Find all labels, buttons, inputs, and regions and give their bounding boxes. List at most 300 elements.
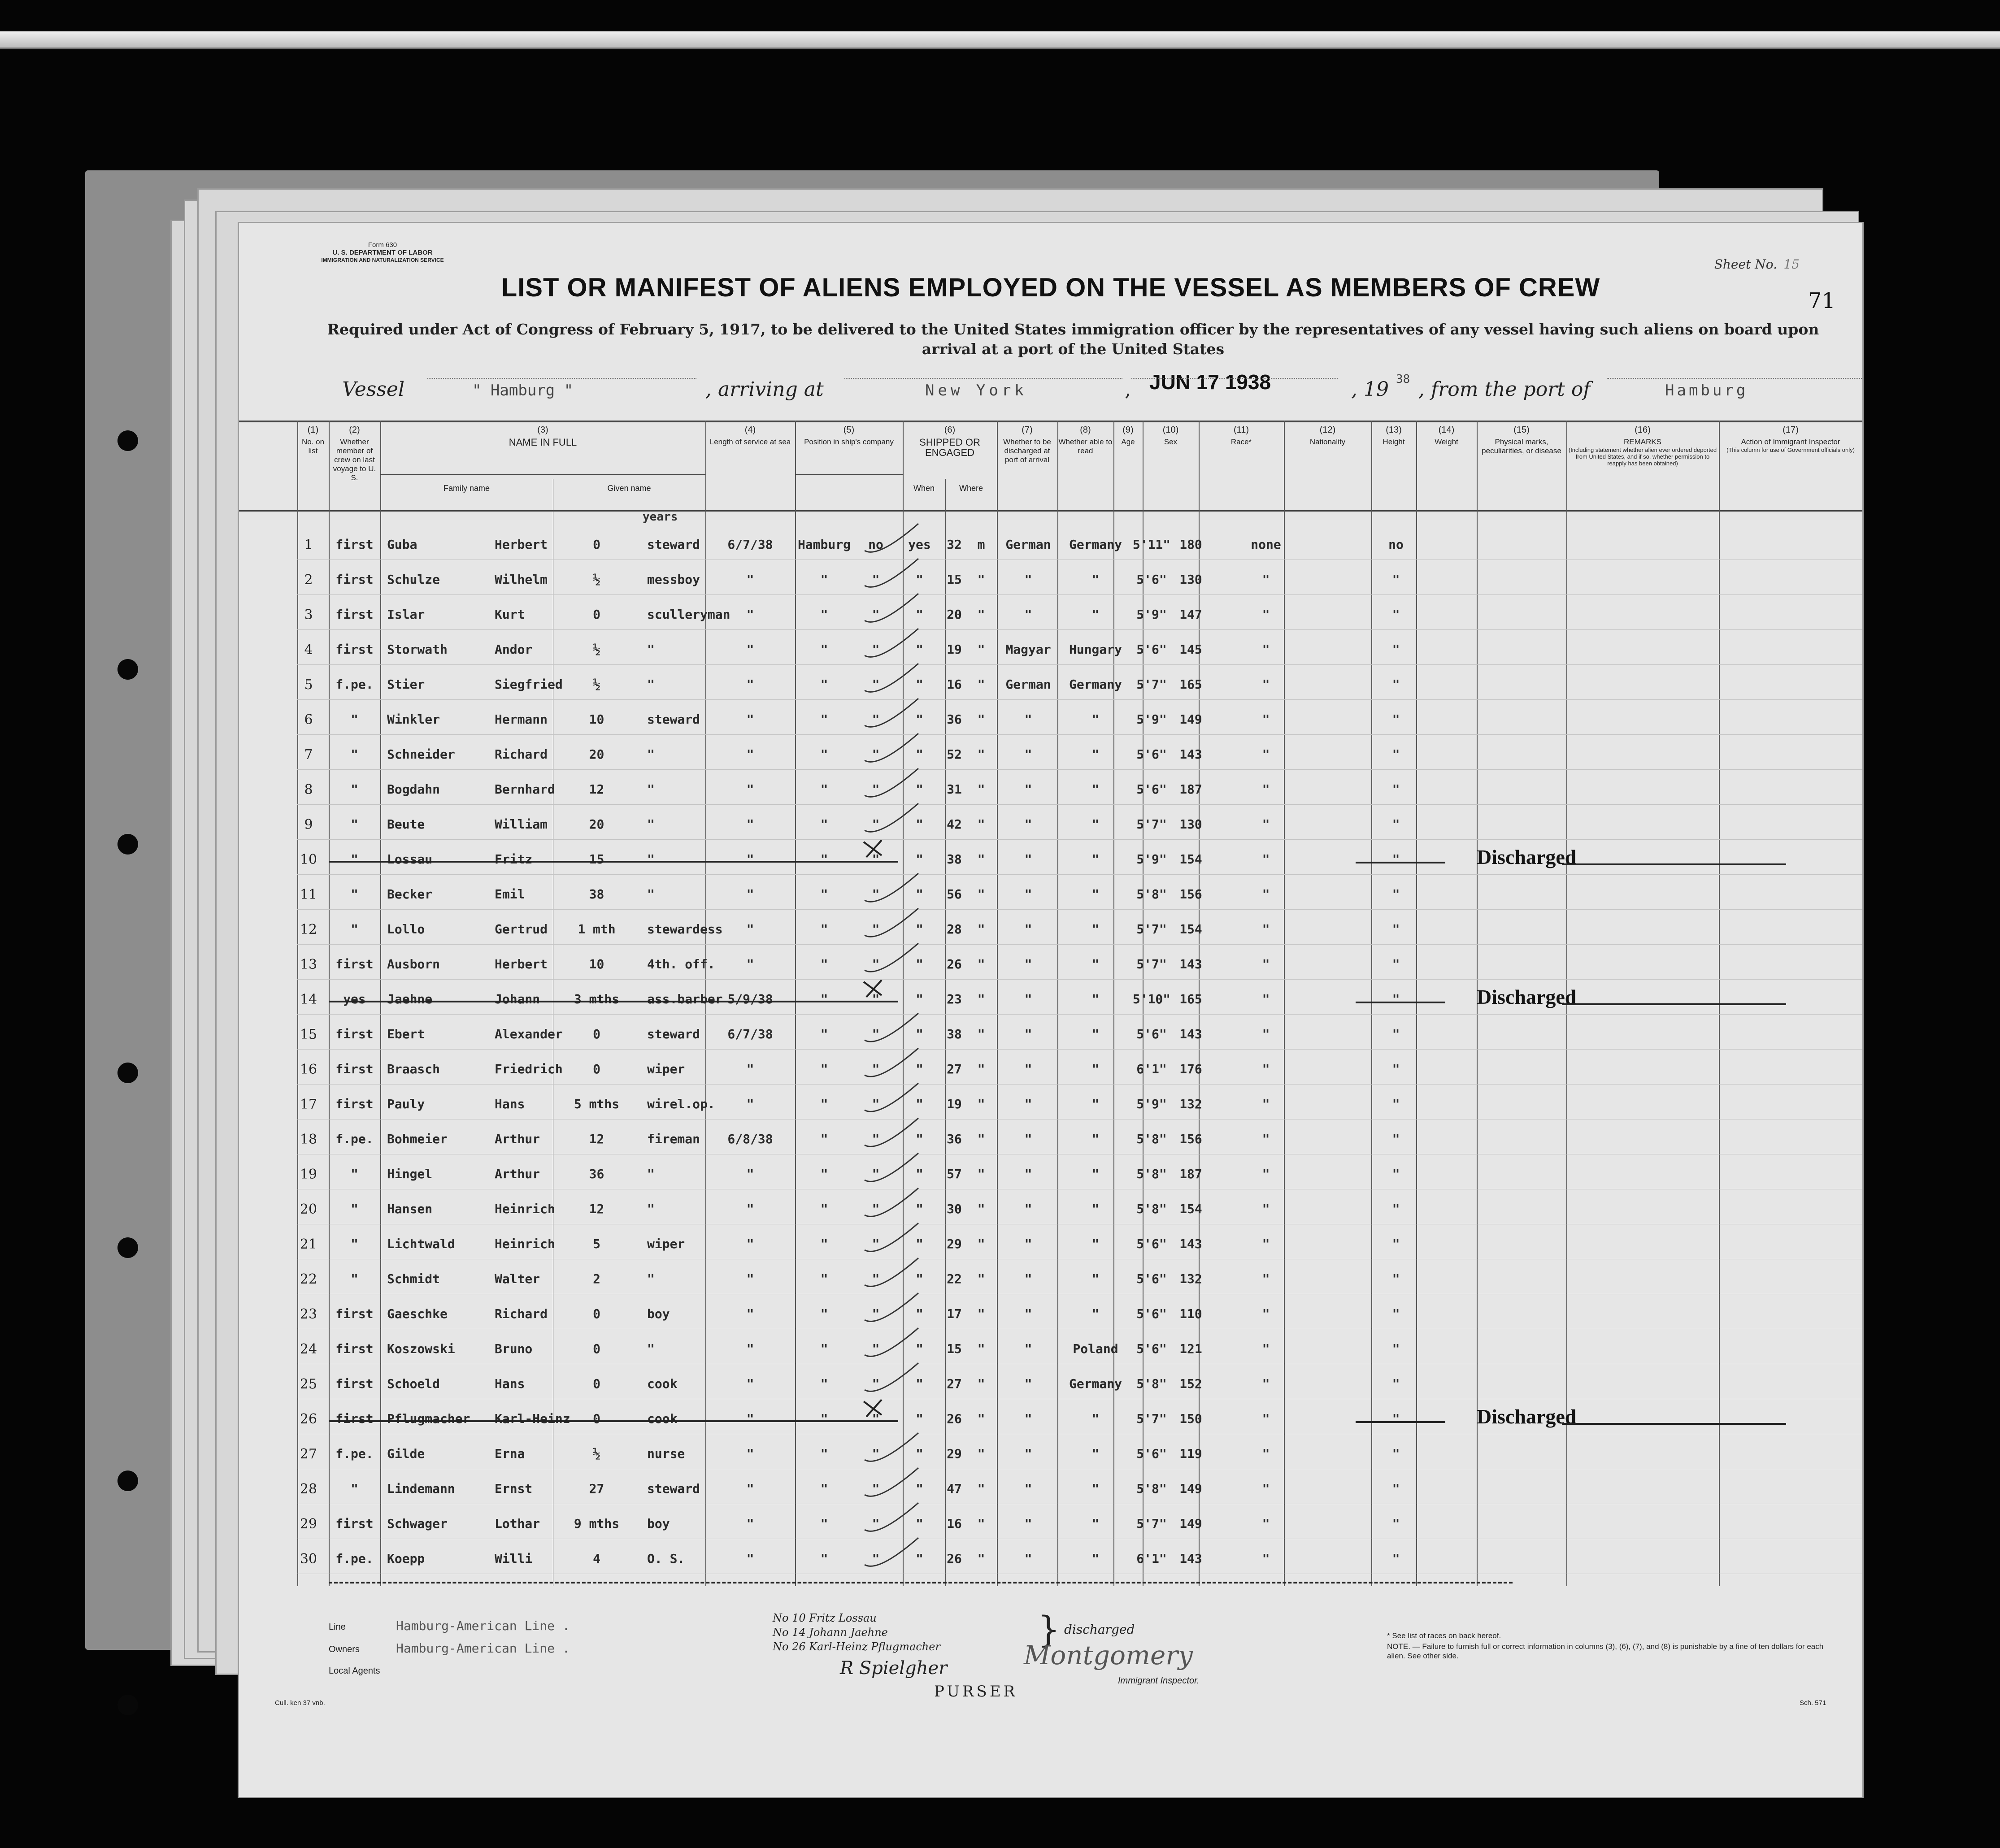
cell-weight: 176 (1179, 1062, 1202, 1076)
cell-where: " (820, 1167, 828, 1181)
page-number: 71 (1808, 288, 1835, 313)
cell-race: " (1024, 957, 1032, 972)
cell-prev: first (335, 1306, 374, 1321)
cell-family: Ausborn (387, 957, 440, 972)
column-note: (Including statement whether alien ever ordered deported from United States, and if so, whether permission to reapply has been obtained) (1568, 447, 1717, 467)
cell-remarks: " (1392, 1341, 1400, 1356)
column-label: Position in ship's company (804, 438, 894, 446)
cell-weight: 132 (1179, 1271, 1202, 1286)
cell-race: " (1024, 712, 1032, 727)
service: IMMIGRATION AND NATURALIZATION SERVICE (321, 257, 444, 263)
column-header (997, 425, 1057, 464)
cell-nat: " (1091, 1167, 1100, 1181)
tick-mark (860, 589, 923, 629)
cell-read: yes (908, 537, 931, 552)
cell-service: 12 (589, 1202, 604, 1216)
cell-no: 1 (304, 537, 313, 553)
cell-nat: " (1091, 852, 1100, 867)
cell-service: 27 (589, 1481, 604, 1496)
cell-family: Bogdahn (387, 782, 440, 797)
cell-sex: " (977, 1411, 985, 1426)
column-number: (5) (843, 425, 855, 435)
subcolumn-header: Where (959, 484, 983, 493)
cell-nat: " (1091, 572, 1100, 587)
cell-read: " (916, 817, 923, 832)
cell-age: 38 (947, 1027, 962, 1041)
cell-service: ½ (593, 677, 600, 692)
cell-where: " (820, 1551, 828, 1566)
cell-family: Lindemann (387, 1481, 455, 1496)
cell-race: German (1005, 537, 1051, 552)
cell-family: Beute (387, 817, 425, 832)
manifest-footer (239, 1604, 1862, 1707)
cell-given: Friedrich (495, 1062, 563, 1076)
cell-weight: 187 (1179, 1167, 1202, 1181)
cell-service: 0 (593, 1341, 600, 1356)
cell-given: William (495, 817, 548, 832)
tick-mark (860, 1533, 923, 1574)
cell-read: " (916, 1411, 923, 1426)
owners-label: Owners (329, 1644, 360, 1654)
cell-where: " (820, 747, 828, 762)
cell-given: Heinrich (495, 1202, 555, 1216)
cell-height: 5'7" (1136, 1516, 1167, 1531)
cell-family: Gaeschke (387, 1306, 448, 1321)
cell-action: Discharged (1477, 985, 1577, 1008)
purser-title: PURSER (934, 1683, 1018, 1701)
subheader-rule (795, 474, 903, 475)
cell-service: 10 (589, 957, 604, 972)
cell-sex: " (977, 1062, 985, 1076)
cell-where: " (820, 1341, 828, 1356)
cell-disch: " (872, 642, 880, 657)
cell-prev: " (351, 852, 358, 867)
cell-given: Arthur (495, 1167, 540, 1181)
cell-disch: " (872, 1167, 880, 1181)
cell-when: " (746, 887, 754, 902)
column-number: (11) (1233, 425, 1249, 435)
cell-disch: " (872, 1376, 880, 1391)
cell-height: 5'6" (1136, 747, 1167, 762)
check-mark (860, 974, 887, 1002)
cell-remarks: " (1392, 1027, 1400, 1041)
cell-read: " (916, 1446, 923, 1461)
cell-read: " (916, 712, 923, 727)
check-mark (860, 1533, 923, 1575)
column-number: (8) (1080, 425, 1091, 435)
cell-no: 11 (300, 887, 317, 902)
cell-service: 15 (589, 852, 604, 867)
tick-mark (860, 939, 923, 979)
cell-prev: first (335, 1341, 374, 1356)
cell-disch: " (872, 782, 880, 797)
top-film-edge (0, 31, 2000, 49)
date-stamp: JUN 17 1938 (1149, 370, 1271, 394)
cell-race: " (1024, 1167, 1032, 1181)
cell-remarks: " (1392, 1062, 1400, 1076)
cell-race: " (1024, 852, 1032, 867)
inspector-label: Immigrant Inspector. (1118, 1676, 1200, 1686)
cell-age: 42 (947, 817, 962, 832)
column-label: No. on list (301, 438, 325, 455)
column-header (1284, 425, 1371, 447)
cell-when: 5/9/38 (727, 992, 773, 1006)
cell-age: 22 (947, 1271, 962, 1286)
cell-weight: 130 (1179, 817, 1202, 832)
cell-no: 14 (300, 992, 317, 1007)
cell-weight: 180 (1179, 537, 1202, 552)
cell-marks: " (1262, 1341, 1270, 1356)
cell-no: 22 (300, 1271, 317, 1287)
cell-marks: " (1262, 677, 1270, 692)
cell-weight: 165 (1179, 677, 1202, 692)
punch-hole (117, 1237, 138, 1258)
cell-nat: " (1091, 607, 1100, 622)
tick-mark (860, 1323, 923, 1364)
footnote-note: NOTE. — Failure to furnish full or correct information in columns (3), (6), (7), and (8) is punishable by a fine of ten dollars for each alien. See other side. (1387, 1642, 1824, 1660)
cell-given: Alexander (495, 1027, 563, 1041)
cell-prev: f.pe. (335, 1132, 374, 1146)
cell-given: Hermann (495, 712, 548, 727)
cell-position: " (647, 747, 655, 762)
cell-read: " (916, 1202, 923, 1216)
cell-when: " (746, 1411, 754, 1426)
cell-when: " (746, 922, 754, 937)
cell-sex: " (977, 607, 985, 622)
cell-position: " (647, 887, 655, 902)
manifest-page (238, 222, 1864, 1798)
cell-height: 5'6" (1136, 1306, 1167, 1321)
column-number: (15) (1513, 425, 1530, 435)
tick-mark (860, 1044, 923, 1084)
cell-race: " (1024, 782, 1032, 797)
cell-when: " (746, 747, 754, 762)
row-rule (297, 769, 1862, 770)
cell-position: " (647, 1202, 655, 1216)
cell-height: 5'8" (1136, 1202, 1167, 1216)
cell-remarks: " (1392, 572, 1400, 587)
cell-remarks: " (1392, 1376, 1400, 1391)
cell-position: " (647, 782, 655, 797)
cell-no: 8 (304, 782, 313, 798)
cell-weight: 130 (1179, 572, 1202, 587)
cell-remarks: " (1392, 992, 1400, 1006)
cell-race: " (1024, 572, 1032, 587)
cell-remarks: " (1392, 1132, 1400, 1146)
cell-position: O. S. (647, 1551, 685, 1566)
cell-given: Richard (495, 1306, 548, 1321)
cell-service: 4 (593, 1551, 600, 1566)
row-rule (297, 734, 1862, 735)
cell-nat: " (1091, 817, 1100, 832)
cell-race: " (1024, 992, 1032, 1006)
cell-weight: 149 (1179, 712, 1202, 727)
cell-when: " (746, 677, 754, 692)
cell-read: " (916, 1271, 923, 1286)
cell-service: 0 (593, 1376, 600, 1391)
cell-height: 5'8" (1136, 887, 1167, 902)
cell-read: " (916, 1062, 923, 1076)
cell-nat: " (1091, 1551, 1100, 1566)
cell-when: " (746, 1516, 754, 1531)
cross-mark (860, 974, 887, 1001)
tick-mark (860, 1428, 923, 1469)
cell-nat: " (1091, 1481, 1100, 1496)
cell-service: 1 mth (578, 922, 616, 937)
cell-height: 5'8" (1136, 1167, 1167, 1181)
cell-action: Discharged (1477, 846, 1577, 868)
cell-position: sculleryman (647, 607, 730, 622)
cell-position: steward (647, 537, 700, 552)
cell-nat: " (1091, 992, 1100, 1006)
column-label: Physical marks, peculiarities, or disease (1482, 438, 1561, 455)
cell-service: 0 (593, 1306, 600, 1321)
cell-service: 12 (589, 782, 604, 797)
cell-where: " (820, 1132, 828, 1146)
cell-weight: 165 (1179, 992, 1202, 1006)
cell-race: " (1024, 1481, 1032, 1496)
column-number: (16) (1635, 425, 1651, 435)
cell-age: 29 (947, 1446, 962, 1461)
cell-when: " (746, 1167, 754, 1181)
cell-service: 3 mths (574, 992, 620, 1006)
cell-disch: " (872, 1132, 880, 1146)
cell-family: Pauly (387, 1097, 425, 1111)
column-header (1199, 425, 1284, 447)
punch-hole (117, 1471, 138, 1491)
column-number: (13) (1386, 425, 1402, 435)
department: U. S. DEPARTMENT OF LABOR (332, 249, 433, 256)
cell-position: steward (647, 1481, 700, 1496)
cell-nat: " (1091, 712, 1100, 727)
column-label: Nationality (1309, 438, 1346, 446)
cell-remarks: " (1392, 1097, 1400, 1111)
cell-no: 30 (300, 1551, 317, 1567)
cell-read: " (916, 852, 923, 867)
cell-height: 5'7" (1136, 922, 1167, 937)
cell-race: German (1005, 677, 1051, 692)
cell-weight: 154 (1179, 1202, 1202, 1216)
schedule-code: Sch. 571 (1800, 1699, 1826, 1707)
cell-weight: 152 (1179, 1376, 1202, 1391)
tick-mark (860, 1358, 923, 1399)
from-port: Hamburg (1665, 382, 1748, 399)
cell-nat: " (1091, 1446, 1100, 1461)
cell-no: 19 (300, 1167, 317, 1182)
cell-remarks: " (1392, 1236, 1400, 1251)
column-number: (2) (349, 425, 360, 435)
check-mark (860, 834, 887, 863)
years-label: years (643, 510, 678, 524)
cell-age: 57 (947, 1167, 962, 1181)
cell-read: " (916, 572, 923, 587)
cell-where: " (820, 1062, 828, 1076)
cell-where: " (820, 712, 828, 727)
column-number: (12) (1319, 425, 1336, 435)
cell-family: Pflugmacher (387, 1411, 470, 1426)
closing-rule (329, 1582, 1513, 1583)
cell-disch: " (872, 1062, 880, 1076)
cell-read: " (916, 1306, 923, 1321)
row-rule (297, 944, 1862, 945)
column-header (1143, 425, 1199, 447)
cell-remarks: " (1392, 782, 1400, 797)
cell-disch: " (872, 1516, 880, 1531)
cell-read: " (916, 677, 923, 692)
cell-read: " (916, 642, 923, 657)
cell-marks: " (1262, 1132, 1270, 1146)
inspector-signature: Montgomery (1024, 1640, 1193, 1670)
cell-race: " (1024, 887, 1032, 902)
cell-when: 6/7/38 (727, 537, 773, 552)
cell-disch: " (872, 817, 880, 832)
tick-mark (860, 1219, 923, 1259)
cell-where: " (820, 957, 828, 972)
punch-hole (117, 834, 138, 855)
cell-marks: " (1262, 1376, 1270, 1391)
cell-family: Schulze (387, 572, 440, 587)
cell-position: steward (647, 1027, 700, 1041)
cell-marks: " (1262, 1027, 1270, 1041)
vessel-underline (427, 378, 696, 379)
cell-marks: " (1262, 642, 1270, 657)
cell-sex: " (977, 1132, 985, 1146)
cell-prev: f.pe. (335, 677, 374, 692)
strike-through-line (1356, 1421, 1445, 1423)
cell-nat: " (1091, 1271, 1100, 1286)
cell-read: " (916, 957, 923, 972)
cell-nat: Germany (1069, 677, 1122, 692)
cell-marks: " (1262, 1516, 1270, 1531)
cell-where: " (820, 1027, 828, 1041)
cell-race: " (1024, 1027, 1032, 1041)
column-header (1566, 425, 1719, 467)
cell-remarks: " (1392, 852, 1400, 867)
column-label: SHIPPED OR ENGAGED (919, 437, 980, 458)
page-subtitle: Required under Act of Congress of February 5, 1917, to be delivered to the United States immigration officer by the representatives of any vessel having such aliens on board upon arrival at a port of the United States (327, 321, 1819, 358)
cell-sex: " (977, 957, 985, 972)
column-number: (14) (1438, 425, 1455, 435)
cell-prev: " (351, 1202, 358, 1216)
cell-family: Schwager (387, 1516, 448, 1531)
cell-position: " (647, 677, 655, 692)
cell-sex: " (977, 852, 985, 867)
cell-marks: " (1262, 1306, 1270, 1321)
cell-height: 5'6" (1136, 1027, 1167, 1041)
cross-mark (860, 834, 887, 861)
cell-sex: " (977, 712, 985, 727)
bracket: } (1037, 1609, 1060, 1650)
tick-mark (860, 1184, 923, 1224)
cell-sex: " (977, 782, 985, 797)
vessel-label: Vessel (342, 378, 405, 401)
punch-hole (117, 430, 138, 451)
column-label: Race* (1230, 438, 1252, 446)
cell-weight: 143 (1179, 747, 1202, 762)
punch-hole (117, 1063, 138, 1083)
cell-read: " (916, 922, 923, 937)
form-number: Form 630 (368, 241, 397, 249)
cell-age: 52 (947, 747, 962, 762)
cell-service: ½ (593, 1446, 600, 1461)
cell-no: 9 (304, 817, 313, 833)
column-header (705, 425, 795, 447)
cell-race: " (1024, 1062, 1032, 1076)
cell-no: 26 (300, 1411, 317, 1427)
cell-nat: Hungary (1069, 642, 1122, 657)
cell-family: Storwath (387, 642, 448, 657)
cell-where: " (820, 642, 828, 657)
cell-position: cook (647, 1411, 678, 1426)
cell-given: Ernst (495, 1481, 533, 1496)
cell-weight: 143 (1179, 1027, 1202, 1041)
cell-age: 26 (947, 1411, 962, 1426)
cell-given: Bruno (495, 1341, 533, 1356)
tick-mark (860, 1009, 923, 1049)
cell-family: Ebert (387, 1027, 425, 1041)
cell-marks: " (1262, 922, 1270, 937)
cell-height: 5'7" (1136, 957, 1167, 972)
column-header (903, 425, 997, 458)
cell-where: " (820, 1446, 828, 1461)
row-rule (297, 594, 1862, 595)
cell-weight: 147 (1179, 607, 1202, 622)
cell-position: fireman (647, 1132, 700, 1146)
tick-mark (860, 764, 923, 804)
cell-prev: " (351, 817, 358, 832)
cell-given: Emil (495, 887, 525, 902)
cell-read: " (916, 887, 923, 902)
cell-where: " (820, 852, 828, 867)
sheet-number-hand: 15 (1783, 257, 1800, 272)
cell-age: 15 (947, 1341, 962, 1356)
cell-nat: " (1091, 1236, 1100, 1251)
cell-age: 19 (947, 642, 962, 657)
cell-given: Kurt (495, 607, 525, 622)
cell-remarks: " (1392, 1306, 1400, 1321)
form-header (302, 241, 463, 264)
cell-when: " (746, 572, 754, 587)
cell-disch: " (872, 1411, 880, 1426)
cell-service: ½ (593, 572, 600, 587)
cell-where: " (820, 922, 828, 937)
column-header (1371, 425, 1416, 447)
tick-mark (860, 554, 923, 594)
cell-prev: " (351, 1236, 358, 1251)
cell-age: 36 (947, 712, 962, 727)
cell-prev: f.pe. (335, 1551, 374, 1566)
cell-given: Johann (495, 992, 540, 1006)
year-prefix: , 19 (1351, 378, 1389, 401)
column-label: Weight (1435, 438, 1458, 446)
cell-when: " (746, 642, 754, 657)
cell-age: 26 (947, 1551, 962, 1566)
cell-sex: " (977, 1306, 985, 1321)
cell-age: 16 (947, 677, 962, 692)
cell-age: 30 (947, 1202, 962, 1216)
cell-weight: 143 (1179, 1551, 1202, 1566)
cell-height: 5'11" (1132, 537, 1171, 552)
column-label: REMARKS (1623, 438, 1662, 446)
cell-race: " (1024, 922, 1032, 937)
cell-given: Heinrich (495, 1236, 555, 1251)
cell-nat: Germany (1069, 1376, 1122, 1391)
cell-when: " (746, 782, 754, 797)
cell-no: 29 (300, 1516, 317, 1532)
cell-height: 5'9" (1136, 607, 1167, 622)
cell-sex: " (977, 1341, 985, 1356)
cell-no: 6 (304, 712, 313, 728)
